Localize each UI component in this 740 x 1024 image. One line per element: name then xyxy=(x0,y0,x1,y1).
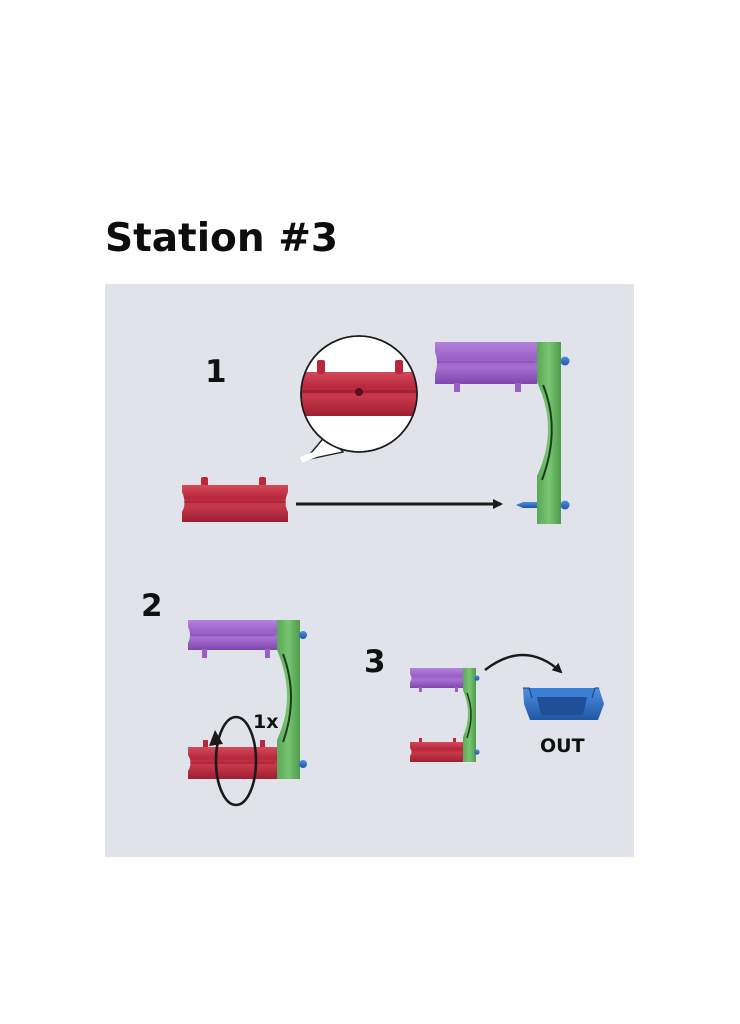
step-3-number: 3 xyxy=(364,644,386,680)
repeat-label: 1x xyxy=(253,711,279,733)
out-bin-icon xyxy=(523,688,604,720)
instruction-panel xyxy=(105,284,634,857)
step-2-number: 2 xyxy=(141,588,163,624)
green-fixture xyxy=(537,342,561,382)
page-title: Station #3 xyxy=(105,216,339,261)
purple-ring-part xyxy=(435,342,537,384)
out-bin-label: OUT xyxy=(540,735,585,757)
step-1-number: 1 xyxy=(205,354,227,390)
